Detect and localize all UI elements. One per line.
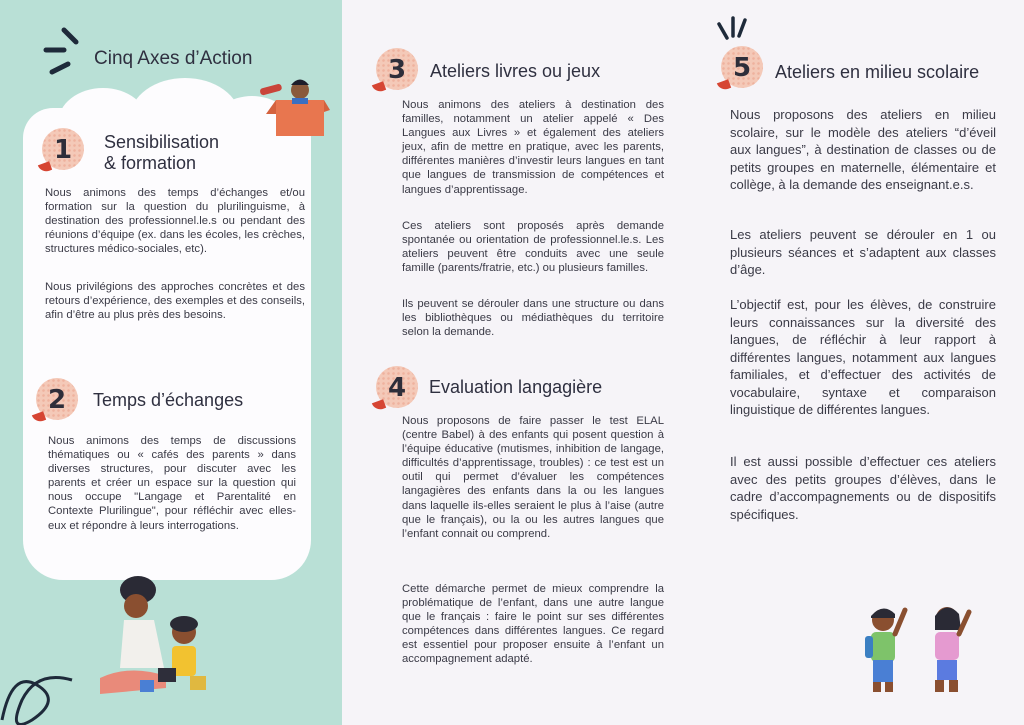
section-number-badge xyxy=(376,48,418,90)
section-heading: Ateliers en milieu scolaire xyxy=(775,62,980,82)
panel-middle xyxy=(342,0,683,725)
squiggle-decoration xyxy=(0,660,82,725)
section-paragraph: Il est aussi possible d’effectuer ces ateliers avec des petits groupes d’élèves, dans le cadre d’accompagnements ou de dispositifs spécifiques. xyxy=(730,454,996,522)
section-number: 4 xyxy=(387,373,407,403)
section-paragraph: Cette démarche permet de mieux comprendre la problématique de l’enfant, dans une autre langue que le français : faire le point sur ses différentes compétences dans différentes langues. Ce regard est essentiel pour proposer ensuite à l’enfant un accompagnement adapté. xyxy=(402,583,664,666)
section-paragraph: Nous privilégions des approches concrètes et des retours d’expérience, des exemples et des conseils, afin d’être au plus près des besoins. xyxy=(45,281,305,322)
section-paragraph: Ces ateliers sont proposés après demande spontanée ou orientation de professionnel.le.s. Les ateliers peuvent être conduits avec une seule famille (parents/fratrie, etc.) ou plusieurs familles. xyxy=(402,220,664,275)
children-illustration xyxy=(859,600,979,700)
section-paragraph: L’objectif est, pour les élèves, de construire leurs connaissances sur la diversité des langues, de réfléchir à leur rapport à différentes langues, notamment aux langues familiales, et d’effectuer des activités de vocabulaire, syntaxe et comparaison linguistique de différentes langues. xyxy=(730,297,996,417)
sparkle-icon xyxy=(42,18,92,78)
section-heading-line: & formation xyxy=(104,153,197,173)
sparkle-icon xyxy=(715,14,749,44)
section-number-badge xyxy=(721,46,763,88)
section-paragraph: Nous proposons de faire passer le test ELAL (centre Babel) à des enfants qui posent question à l’équipe éducative (mutismes, inhibition de langage, difficultés d’apprentissage, troubles) : ce test est un outil qui permet d’évaluer les compétences langagières des enfants dans la ou les langues dans laquelle ils-elles seraient le plus à l’aise (autre que le français), ou la ou les autres langues que l’enfant connait ou comprend. xyxy=(402,415,664,540)
section-paragraph: Nous animons des ateliers à destination des familles, notamment un atelier appelé « Des Langues aux Livres » et également des ateliers jeux, afin de mettre en pratique, avec les parents, différentes manières d’investir leurs langues en tant que langues de transmission de compétences et langues d’apprentissage. xyxy=(402,99,664,196)
panel-right xyxy=(683,0,1024,725)
section-heading: Ateliers livres ou jeux xyxy=(430,61,601,81)
section-number: 3 xyxy=(387,55,407,85)
section-heading: Evaluation langagière xyxy=(429,377,603,397)
section-number-badge xyxy=(376,366,418,408)
section-paragraph: Nous animons des temps d’échanges et/ou formation sur la question du plurilinguisme, à destination des professionnel.le.s ou pendant des réunions d’équipe (ex. dans les écoles, les crèches, structures médico-sociales, etc). xyxy=(45,187,305,256)
section-paragraph: Ils peuvent se dérouler dans une structure ou dans les bibliothèques ou médiathèques du territoire selon la demande. xyxy=(402,298,664,339)
section-heading-line: Sensibilisation xyxy=(104,132,220,152)
child-in-box-illustration xyxy=(258,70,330,140)
section-number: 2 xyxy=(47,385,67,415)
section-number: 5 xyxy=(732,53,752,83)
section-paragraph: Nous animons des temps de discussions thématiques ou « cafés des parents » dans diverses structures, pour discuter avec les parents et créer un espace sur la question qui nous occupe "Langage et Parentalité en Contexte Plurilingue", pour réfléchir avec elles-eux et répondre à leurs interrogations. xyxy=(48,435,296,532)
section-number: 1 xyxy=(53,135,73,165)
mother-child-illustration xyxy=(80,568,230,718)
section-number-badge xyxy=(42,128,84,170)
panel-left xyxy=(0,0,342,725)
section-heading: Temps d’échanges xyxy=(93,390,244,410)
brochure-title: Cinq Axes d’Action xyxy=(94,48,253,69)
section-number-badge xyxy=(36,378,78,420)
section-paragraph: Nous proposons des ateliers en milieu scolaire, sur le modèle des ateliers “d’éveil aux langues”, à destination de classes ou de petits groupes en maternelle, élémentaire et collège, à la demande des enseignant.e.s. xyxy=(730,107,996,192)
section-paragraph: Les ateliers peuvent se dérouler en 1 ou plusieurs séances et s’adaptent aux classes d’âge. xyxy=(730,227,996,277)
section-heading xyxy=(104,132,219,174)
